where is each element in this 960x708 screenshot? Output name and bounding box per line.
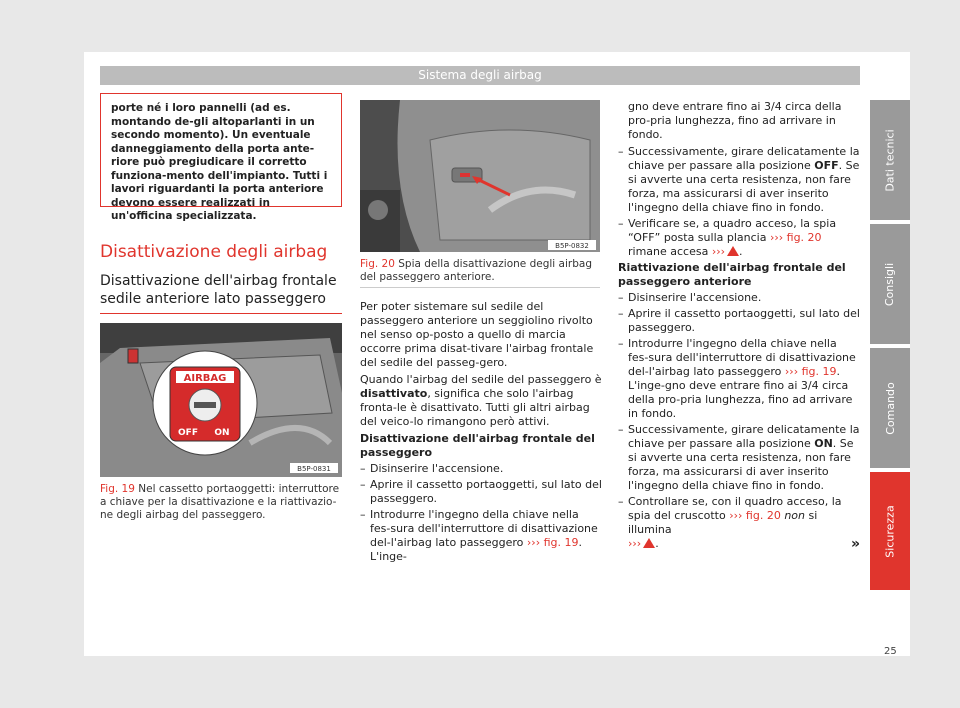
reactivation-step-3 (618, 337, 860, 421)
intro-paragraph-1: Per poter sistemare sul sedile del passeggero anteriore un seggiolino rivolto nel senso op-posto a quello di marcia occorre prima disat-tivare l'airbag frontale del sedile del passeg-gero. (360, 300, 594, 369)
tab-label: Consigli (883, 262, 897, 306)
warning-link-arrow-2[interactable]: ››› (628, 537, 642, 550)
figure-20-image (360, 100, 600, 252)
deactivation-step-1: – Disinserire l'accensione. (360, 462, 602, 476)
tab-sicurezza[interactable] (870, 472, 910, 590)
fig-20-link[interactable]: ››› fig. 20 (769, 231, 822, 244)
figure-19-label: Fig. 19 (100, 483, 135, 495)
subsection-title: Disattivazione dell'airbag frontale sedile anteriore lato passeggero (100, 273, 337, 307)
tab-dati-tecnici[interactable] (870, 100, 910, 220)
step-4-text-b: . Se si avverte una certa resistenza, non fare forza, ma assicurarsi di aver inserito l'ingegno della chiave fino in fondo. (628, 159, 860, 214)
switch-airbag-label: AIRBAG (183, 373, 227, 384)
reactivation-step-2: – Aprire il cassetto portaoggetti, sul lato del passeggero. (618, 307, 860, 335)
switch-on-label: ON (214, 428, 230, 438)
warning-triangle-icon (727, 246, 739, 256)
reactivation-step-4 (618, 423, 860, 493)
r-step-3-text-a: Introdurre l'ingegno della chiave nella fes-sura dell'interruttore di disattivazione del-l'airbag lato passeggero (628, 337, 856, 378)
figure-20-code: B5P-0832 (555, 242, 589, 250)
r-step-4-text-a: Successivamente, girare delicatamente la chiave per passare alla posizione (628, 423, 860, 450)
middle-column (360, 300, 602, 566)
step-4-text-a: Successivamente, girare delicatamente la chiave per passare alla posizione (628, 145, 860, 172)
figure-19-image (100, 323, 342, 477)
warning-text: porte né i loro pannelli (ad es. montando de-gli altoparlanti in un secondo momento). Un eventuale danneggiamento della porta ante-riore può pregiudicare il corretto funziona-mento dell'impianto. Tutti i lavori riguardanti la porta anteriore devono essere realizzati in un'officina specializzata. (111, 102, 328, 222)
deactivation-title: Disattivazione dell'airbag frontale del passeggero (360, 432, 595, 459)
deactivation-step-2: – Aprire il cassetto portaoggetti, sul lato del passeggero. (360, 478, 602, 506)
warning-link-arrow[interactable]: ››› (711, 245, 726, 258)
deactivation-step-4 (618, 145, 860, 215)
figure-20-caption (360, 258, 600, 284)
intro-2-text-c: , significa che solo l'airbag fronta-le è disattivato. Tutti gli altri airbag del veico-lo rimangono però attivi. (360, 387, 590, 428)
fig-19-link[interactable]: ››› fig. 19 (526, 536, 579, 549)
warning-box (100, 93, 342, 222)
step-5-text-a: Verificare se, a quadro acceso, la spia “OFF” posta sulla plancia (628, 217, 837, 244)
deactivation-step-3 (360, 508, 602, 564)
fig-20-link-2[interactable]: ››› fig. 20 (729, 509, 781, 522)
figure-19-caption (100, 483, 342, 522)
figure-20-label: Fig. 20 (360, 258, 395, 270)
fig-19-link-2[interactable]: ››› fig. 19 (784, 365, 837, 378)
r-step-5-text-a: Controllare se, con il quadro acceso, la spia del cruscotto (628, 495, 842, 522)
dashboard-warning-light-illustration (360, 100, 600, 252)
r-step-4-text-b: . Se si avverte una certa resistenza, non fare forza, ma assicurarsi di aver inserito l'ingegno della chiave fino in fondo. (628, 437, 854, 492)
continue-mark: » (850, 536, 860, 552)
step-4-off: OFF (814, 159, 839, 172)
intro-2-bold: disattivato (360, 387, 428, 400)
tab-label: Dati tecnici (883, 128, 897, 192)
step-3-text-b: . L'inge- (370, 536, 583, 563)
switch-off-label: OFF (178, 428, 198, 438)
page-number: 25 (884, 646, 897, 657)
r-step-3-text-b: . L'inge-gno deve entrare fino ai 3/4 circa della pro-pria lunghezza, fino ad arrivare in fondo. (628, 365, 853, 420)
r-step-4-on: ON (814, 437, 833, 450)
section-title: Disattivazione degli airbag (100, 242, 328, 262)
step-5-text-b: rimane accesa (628, 245, 712, 258)
step-3-text-a: Introdurre l'ingegno della chiave nella fes-sura dell'interruttore di disattivazione del-l'airbag lato passeggero (370, 508, 598, 549)
tab-comando[interactable] (870, 348, 910, 468)
reactivation-step-5: – Controllare se, con il quadro acceso, la spia del cruscotto ››› fig. 20 non si illumina ››› . » (618, 495, 860, 551)
figure-19-caption-text: Nel cassetto portaoggetti: interruttore a chiave per la disattivazione e la riattivazio-ne degli airbag del passeggero. (100, 483, 340, 521)
r-step-5-non: non (784, 509, 806, 522)
page-header: Sistema degli airbag (100, 66, 860, 85)
reactivation-step-1: – Disinserire l'accensione. (618, 291, 860, 305)
r-step-5-text-b: si illumina (628, 509, 818, 536)
figure-19-code: B5P-0831 (297, 465, 331, 473)
glovebox-switch-illustration (100, 323, 342, 477)
figure-20-caption-text: Spia della disattivazione degli airbag del passeggero anteriore. (360, 258, 592, 283)
intro-2-text-a: Quando l'airbag del sedile del passeggero è (360, 373, 602, 386)
figure-20-rule (360, 287, 600, 288)
warning-triangle-icon-2 (643, 538, 655, 548)
reactivation-title: Riattivazione dell'airbag frontale del passeggero anteriore (618, 261, 846, 288)
tab-label: Comando (883, 381, 897, 435)
tab-consigli[interactable] (870, 224, 910, 344)
tab-label: Sicurezza (883, 504, 897, 558)
deactivation-step-5: – Verificare se, a quadro acceso, la spia “OFF” posta sulla plancia ››› fig. 20 rimane accesa ››› . (618, 217, 860, 259)
right-column (618, 100, 860, 553)
subsection-rule (100, 313, 342, 314)
step-3-continuation: gno deve entrare fino ai 3/4 circa della pro-pria lunghezza, fino ad arrivare in fondo. (628, 100, 842, 141)
intro-paragraph-2 (360, 373, 602, 429)
